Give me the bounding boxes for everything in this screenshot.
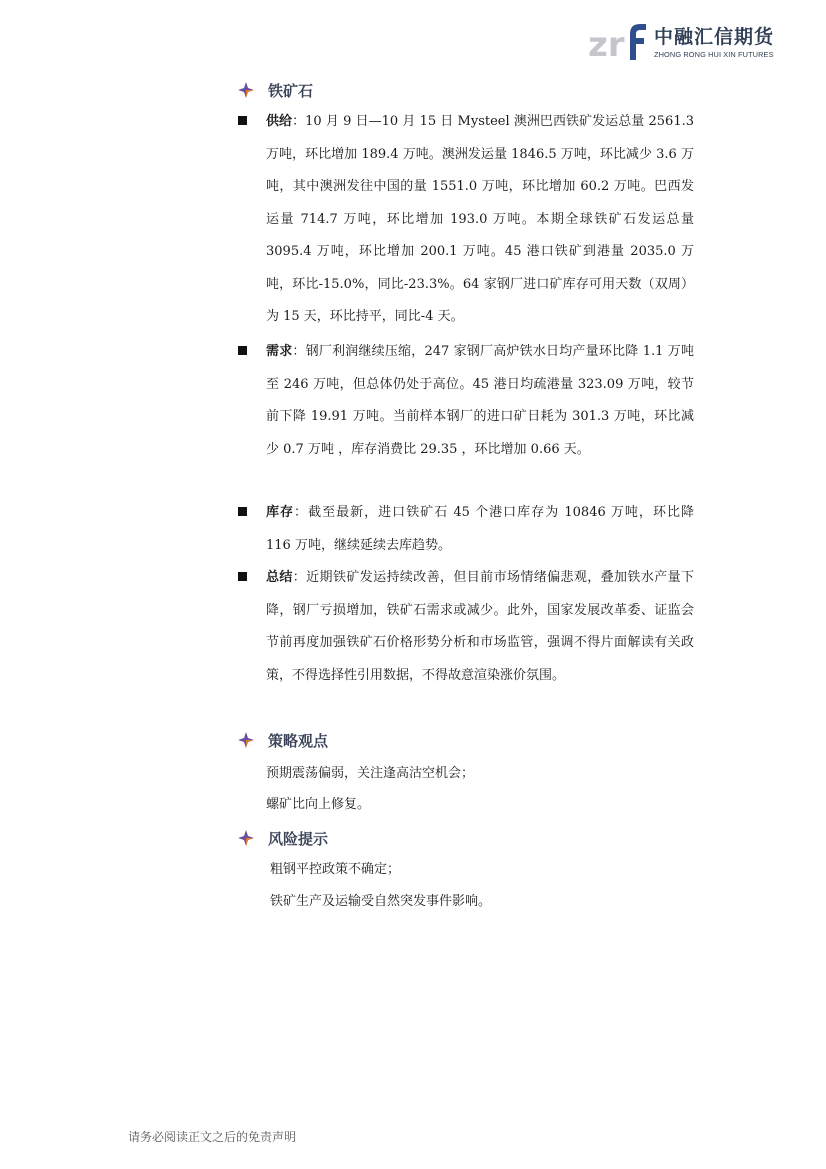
section-heading-strategy (238, 728, 328, 752)
zrf-logo-mark-icon (588, 20, 652, 60)
bullet-content: ：钢厂利润继续压缩，247 家钢厂高炉铁水日均产量环比降 1.1 万吨至 246 万吨，但总体仍处于高位。45 港日均疏港量 323.09 万吨，较节前下降 19.91 万吨。当前样本钢厂的进口矿日耗为 301.3 万吨，环比减少 0.7 万吨 ，库存消费比 29.35 ，环比增加 0.66 天。 (266, 344, 694, 457)
bullet-content: ：近期铁矿发运持续改善，但目前市场情绪偏悲观，叠加铁水产量下降，钢厂亏损增加，铁矿石需求或减少。此外，国家发展改革委、证监会节前再度加强铁矿石价格形势分析和市场监管，强调不得片面解读有关政策，不得选择性引用数据，不得故意渲染涨价氛围。 (266, 570, 694, 683)
risk-line: 粗钢平控政策不确定； (270, 862, 401, 877)
square-bullet-icon (238, 572, 247, 581)
bullet-summary (238, 562, 694, 692)
strategy-line: 螺矿比向上修复。 (266, 797, 371, 812)
bullet-content: ：10 月 9 日—10 月 15 日 Mysteel 澳洲巴西铁矿发运总量 2561.3 万吨，环比增加 189.4 万吨。澳洲发运量 1846.5 万吨，环比减少 3.6 万吨，其中澳洲发往中国的量 1551.0 万吨，环比增加 60.2 万吨。巴西发运量 714.7 万吨，环比增加 193.0 万吨。本期全球铁矿石发运总量 3095.4 万吨，环比增加 200.1 万吨。45 港口铁矿到港量 2035.0 万吨，环比-15.0%，同比-23.3%。64 家钢厂进口矿库存可用天数（双周）为 15 天，环比持平，同比-4 天。 (266, 114, 694, 324)
bullet-label: 需求 (266, 344, 293, 359)
diamond-bullet-icon (238, 82, 254, 98)
bullet-label: 库存 (266, 505, 295, 520)
square-bullet-icon (238, 116, 247, 125)
square-bullet-icon (238, 507, 247, 516)
bullet-content: ：截至最新，进口铁矿石 45 个港口库存为 10846 万吨，环比降 116 万吨，继续延续去库趋势。 (266, 505, 694, 553)
bullet-body (266, 497, 694, 562)
logo-mark-zr: zr (588, 25, 625, 60)
section-heading-risk (238, 826, 328, 850)
section-heading-iron-ore (238, 78, 313, 102)
logo-name-en: ZHONG RONG HUI XIN FUTURES (654, 50, 774, 59)
diamond-bullet-icon (238, 830, 254, 846)
risk-line: 铁矿生产及运输受自然突发事件影响。 (270, 894, 492, 909)
bullet-inventory (238, 497, 694, 562)
section-title: 铁矿石 (268, 81, 314, 100)
company-logo (588, 20, 778, 66)
logo-name-cn: 中融汇信期货 (654, 26, 775, 48)
bullet-body (266, 106, 694, 334)
bullet-body (266, 562, 694, 692)
bullet-body (266, 336, 694, 466)
section-title: 风险提示 (268, 829, 329, 848)
diamond-bullet-icon (238, 732, 254, 748)
bullet-label: 供给 (266, 114, 293, 129)
bullet-demand (238, 336, 694, 466)
section-title: 策略观点 (268, 731, 329, 750)
bullet-label: 总结 (266, 570, 293, 585)
footer-disclaimer: 请务必阅读正文之后的免责声明 (128, 1130, 297, 1144)
bullet-supply (238, 106, 694, 334)
strategy-line: 预期震荡偏弱，关注逢高沽空机会； (266, 766, 475, 781)
square-bullet-icon (238, 346, 247, 355)
